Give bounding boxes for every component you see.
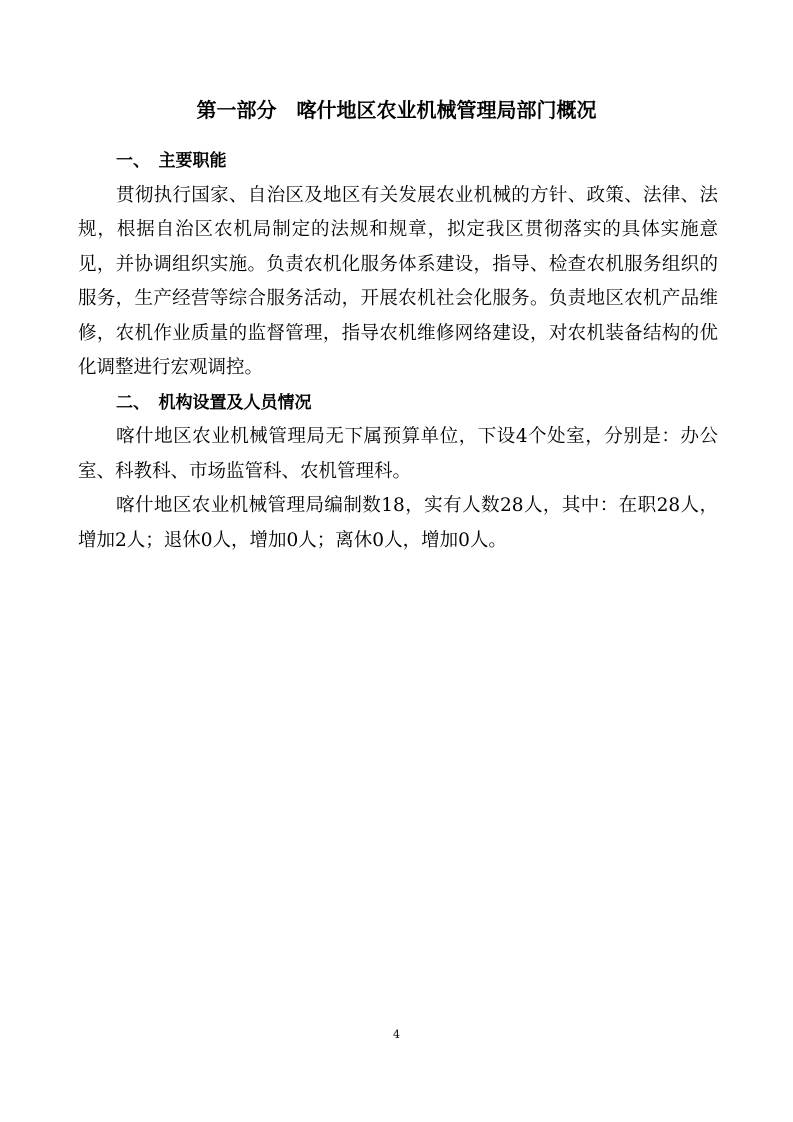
paragraph-staffing-numbers: 喀什地区农业机械管理局编制数18，实有人数28人，其中：在职28人，增加2人；退休0人，增加0人；离休0人，增加0人。 bbox=[78, 495, 718, 551]
paragraph-organization-structure: 喀什地区农业机械管理局无下属预算单位，下设4个处室，分别是：办公室、科教科、市场监管科、农机管理科。 bbox=[78, 426, 718, 482]
page-title: 第一部分 喀什地区农业机械管理局部门概况 bbox=[196, 98, 597, 122]
paragraph-main-functions: 贯彻执行国家、自治区及地区有关发展农业机械的方针、政策、法律、法规，根据自治区农机局制定的法规和规章，拟定我区贯彻落实的具体实施意见，并协调组织实施。负责农机化服务体系建设，指导、检查农机服务组织的服务，生产经营等综合服务活动，开展农机社会化服务。负责地区农机产品维修，农机作业质量的监督管理，指导农机维修网络建设，对农机装备结构的优化调整进行宏观调控。 bbox=[78, 184, 718, 378]
section-heading-main-functions: 一、 主要职能 bbox=[116, 151, 227, 171]
section-heading-organization-staffing: 二、 机构设置及人员情况 bbox=[116, 392, 312, 413]
page-number: 4 bbox=[393, 1028, 400, 1041]
document-body bbox=[78, 144, 718, 558]
